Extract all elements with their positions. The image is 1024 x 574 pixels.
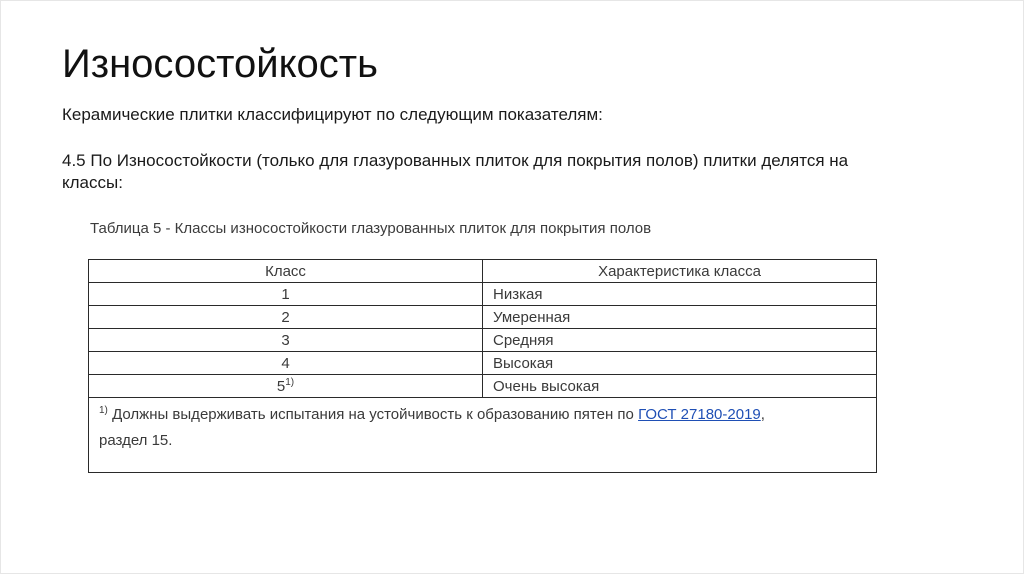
table-row xyxy=(89,283,877,306)
wear-resistance-table xyxy=(88,259,877,473)
footnote-comma: , xyxy=(760,406,765,423)
characteristic-cell: Очень высокая xyxy=(483,375,877,398)
class-cell xyxy=(89,375,483,398)
clause-text: 4.5 По Износостойкости (только для глазурованных плиток для покрытия полов) плитки делятся на классы: xyxy=(62,151,849,192)
class-value: 5 xyxy=(276,377,286,395)
header-characteristic: Характеристика класса xyxy=(483,260,877,283)
characteristic-cell: Средняя xyxy=(483,329,877,352)
footnote-marker: 1) xyxy=(99,405,108,416)
table-note-row xyxy=(89,398,877,473)
footnote-text: Должны выдерживать испытания на устойчивость к образованию пятен по xyxy=(112,406,634,423)
footnote-cell xyxy=(89,398,877,473)
table-header-row xyxy=(89,260,877,283)
header-class: Класс xyxy=(89,260,483,283)
table-row xyxy=(89,329,877,352)
characteristic-cell: Высокая xyxy=(483,352,877,375)
table-row xyxy=(89,375,877,398)
table-row xyxy=(89,306,877,329)
table-row xyxy=(89,352,877,375)
class-cell: 4 xyxy=(89,352,483,375)
table-caption: Таблица 5 - Классы износостойкости глазурованных плиток для покрытия полов xyxy=(90,220,652,237)
intro-text: Керамические плитки классифицируют по следующим показателям: xyxy=(62,105,603,124)
footnote-text-line2: раздел 15. xyxy=(99,432,173,449)
class-cell: 3 xyxy=(89,329,483,352)
slide-title: Износостойкость xyxy=(62,42,378,86)
class-cell: 1 xyxy=(89,283,483,306)
characteristic-cell: Низкая xyxy=(483,283,877,306)
characteristic-cell: Умеренная xyxy=(483,306,877,329)
gost-link[interactable]: ГОСТ 27180-2019 xyxy=(638,406,761,423)
class-cell: 2 xyxy=(89,306,483,329)
footnote-marker: 1) xyxy=(285,376,295,388)
